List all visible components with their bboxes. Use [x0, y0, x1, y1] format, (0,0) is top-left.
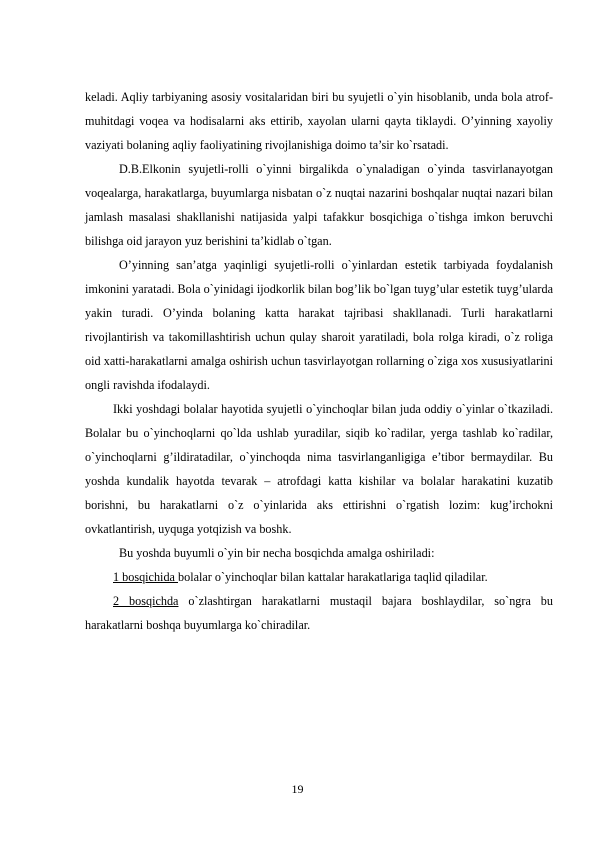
- paragraph-5: Bu yoshda buyumli o`yin bir necha bosqichda amalga oshiriladi:: [119, 546, 435, 560]
- paragraph-6: [85, 565, 553, 589]
- stage-1-label: 1 bosqichida: [113, 570, 178, 584]
- paragraph-3: O’yinning san’atga yaqinligi syujetli-rolli o`yinlardan estetik tarbiyada foydalanish imkonini yaratadi. Bola o`yinidagi ijodkorlik bilan bog’lik bo`lgan tuyg’ular estetik tuyg’ularda yakin turadi. O’yinda bolaning katta harakat tajribasi shakllanadi. Turli harakatlarni rivojlantirish va takomillashtirish uchun qulay sharoit yaratiladi, bola rolga kiradi, o`z roliga oid xatti-harakatlarni amalga oshirish uchun tasvirlayotgan rollarning o`ziga xos xususiyatlarini ongli ravishda ifodalaydi.: [85, 258, 553, 392]
- paragraph-7: [85, 589, 553, 637]
- stage-2-label: 2 bosqichda: [113, 594, 179, 608]
- paragraph-4: Ikki yoshdagi bolalar hayotida syujetli o`yinchoqlar bilan juda oddiy o`yinlar o`tkaziladi. Bolalar bu o`yinchoqlarni qo`lda ushlab yuradilar, siqib ko`radilar, yerga tashlab ko`radilar, o`yinchoqlarni g’ildiratadilar, o`yinchoqda nima tasvirlanganligiga e’tibor bermaydilar. Bu yoshda kundalik hayotda tevarak – atrofdagi katta kishilar va bolalar harakatini kuzatib borishni, bu harakatlarni o`z o`yinlarida aks ettirishni o`rgatish lozim: kug’irchokni ovkatlantirish, uyquga yotqizish va boshk.: [85, 402, 553, 536]
- page-number: 19: [291, 782, 304, 796]
- paragraph-1: keladi. Aqliy tarbiyaning asosiy vositalaridan biri bu syujetli o`yin hisoblanib, unda bola atrof-muhitdagi voqea va hodisalarni aks ettirib, xayolan ularni qayta tiklaydi. O’yinning xayoliy vaziyati bolaning aqliy faoliyatining rivojlanishiga doimo ta’sir ko`rsatadi.: [85, 90, 553, 152]
- paragraph-2: D.B.Elkonin syujetli-rolli o`yinni birgalikda o`ynaladigan o`yinda tasvirlanayotgan voqealarga, harakatlarga, buyumlarga nisbatan o`z nuqtai nazarini boshqalar nuqtai nazari bilan jamlash masalasi shakllanishi natijasida yalpi tafakkur bosqichiga o`tishga imkon beruvchi bilishga oid jarayon yuz berishini ta’kidlab o`tgan.: [85, 162, 553, 248]
- stage-2-text: o`zlashtirgan harakatlarni mustaqil bajara boshlaydilar, so`ngra bu harakatlarni boshqa buyumlarga ko`chiradilar.: [85, 594, 553, 632]
- stage-1-text: bolalar o`yinchoqlar bilan kattalar harakatlariga taqlid qiladilar.: [178, 570, 488, 584]
- body-text: [85, 85, 553, 637]
